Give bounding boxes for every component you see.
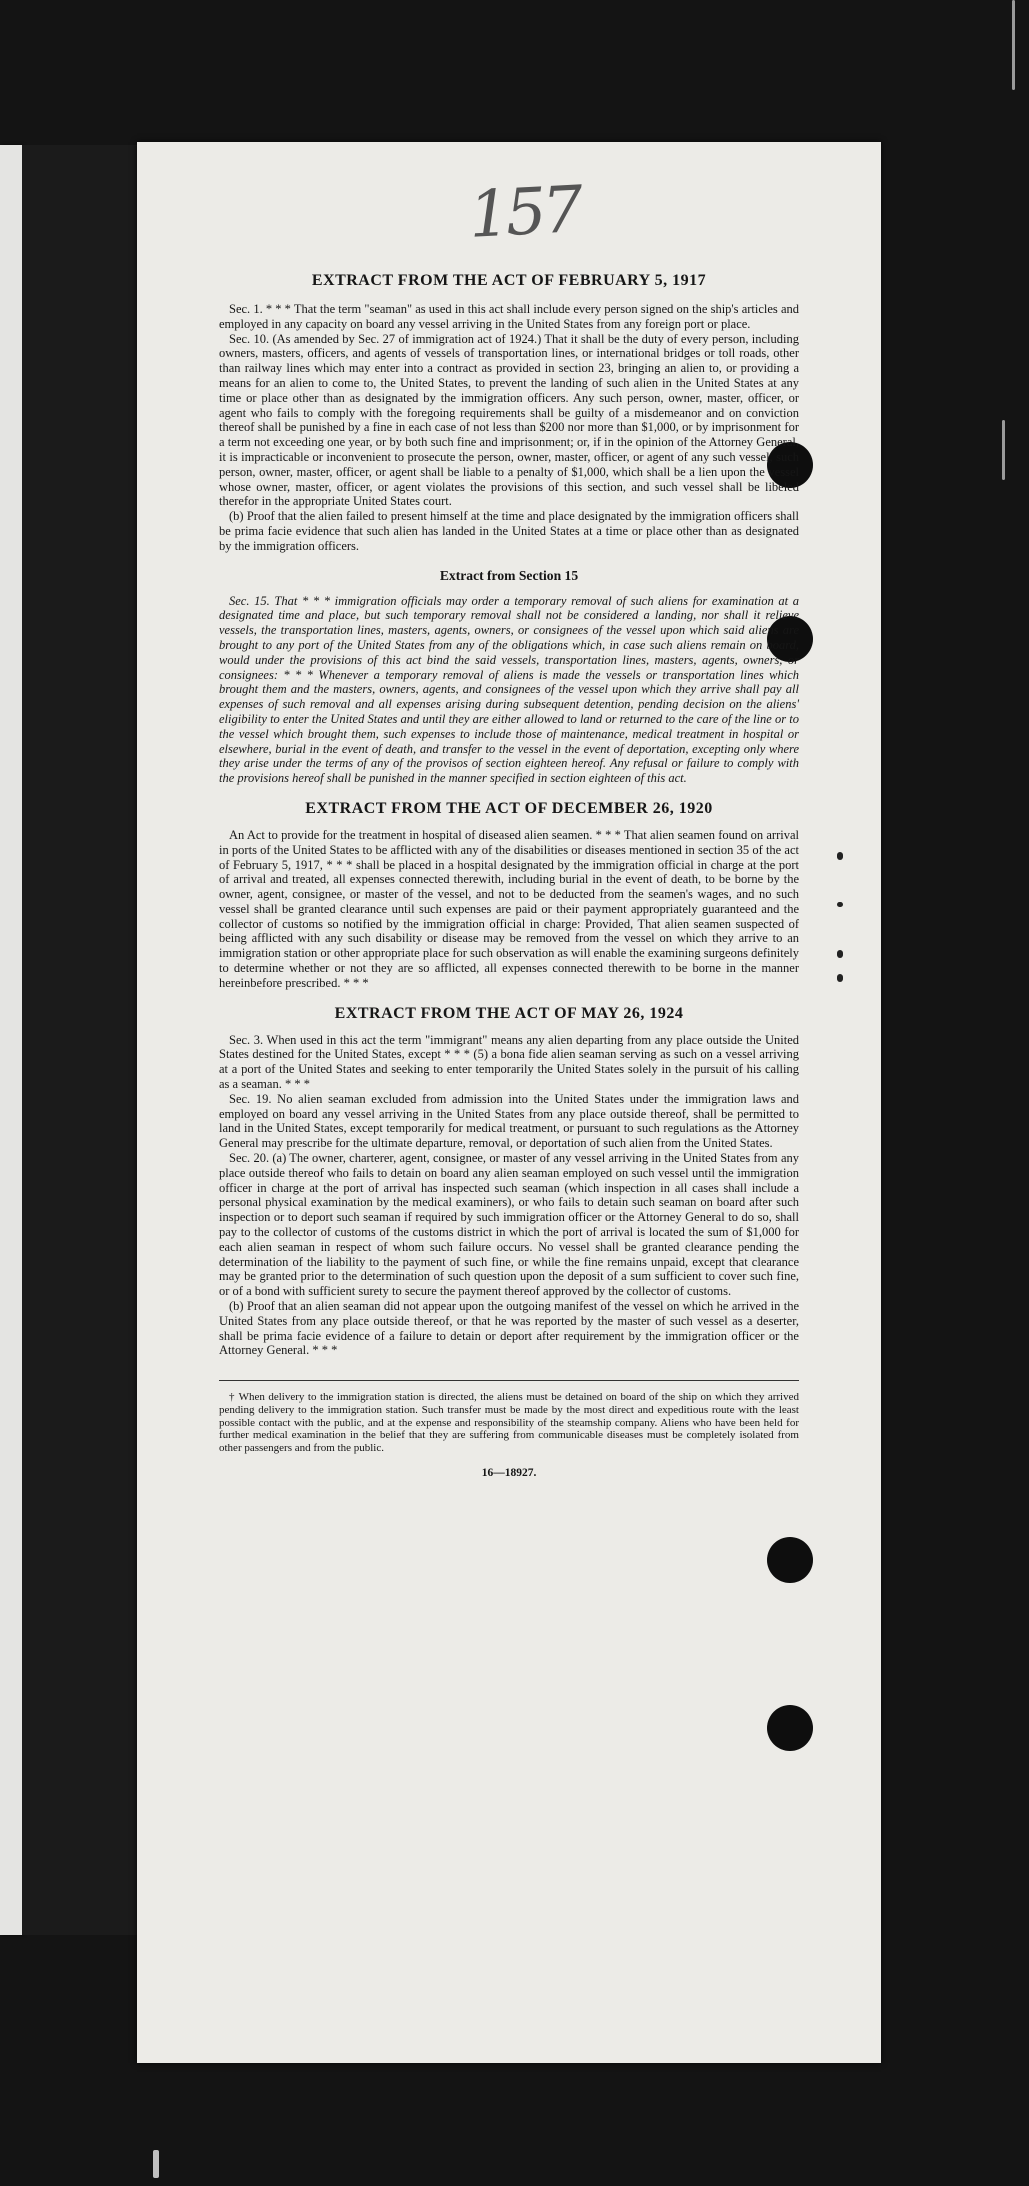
punch-hole [767, 1537, 813, 1583]
margin-mark [837, 950, 843, 958]
paragraph-1920: An Act to provide for the treatment in hospital of diseased alien seamen. * * * That alien seamen found on arrival in ports of the United States to be afflicted with any of the disabilities or diseases mentioned in section 35 of the act of February 5, 1917, * * * shall be placed in a hospital designated by the immigration official in charge at the port of arrival and treated, all expenses connected therewith, including burial in the event of death, to be borne by the owner, agent, consignee, or master of the vessel, and not to be deducted from the seamen's wages, and no such vessel shall be granted clearance until such expenses are paid or their payment appropriately guaranteed and the collector of customs so notified by the immigration official in charge: Provided, That alien seamen suspected of being afflicted with any such disability or disease may be removed from the vessel on which they arrive to an immigration station or other appropriate place for such observation as will enable the examining surgeons definitely to determine whether or not they are so afflicted, all expenses connected therewith to be borne in the manner hereinbefore prescribed. * * * [219, 827, 799, 990]
paragraph-1917-sec1: Sec. 1. * * * That the term "seaman" as used in this act shall include every person signed on the ship's articles and employed in any capacity on board any vessel arriving in the United States from any foreign port or place. [219, 302, 799, 331]
paragraph-1924-sec19: Sec. 19. No alien seaman excluded from admission into the United States under the immigration laws and employed on board any vessel arriving in the United States from any place outside thereof, shall be permitted to land in the United States, except temporarily for medical treatment, or pursuant to such regulations as the Attorney General may prescribe for the ultimate departure, removal, or deportation of such alien from the United States. [219, 1091, 799, 1151]
film-frame-edge [0, 145, 22, 1935]
paragraph-1924-sec20: Sec. 20. (a) The owner, charterer, agent, consignee, or master of any vessel arriving in the United States from any place outside thereof who fails to detain on board any alien seaman employed on such vessel until the immigration officer in charge at the port of arrival has inspected such seaman (which inspection in all cases shall include a personal physical examination by the medical examiners), or who fails to detain such seaman on board after such inspection or to deport such seaman if required by such immigration officer or the Attorney General to do so, shall pay to the collector of customs of the customs district in which the port of arrival is located the sum of $1,000 for each alien seaman in respect of whom such failure occurs. No vessel shall be granted clearance pending the determination of the liability to the payment of such fine, or while the fine remains unpaid, except that clearance may be granted prior to the determination of such question upon the deposit of a sum sufficient to cover such fine, or of a bond with sufficient surety to secure the payment thereof approved by the collector of customs. [219, 1151, 799, 1299]
margin-mark [837, 974, 843, 982]
print-code: 16—18927. [481, 1466, 537, 1479]
film-scratch [1012, 0, 1015, 90]
punch-hole [767, 1705, 813, 1751]
paragraph-1924-b: (b) Proof that an alien seaman did not appear upon the outgoing manifest of the vessel on which he arrived in the United States from any place outside thereof, or that he was reported by the master of such vessel as a deserter, shall be prima facie evidence of a failure to detain or deport after requirement by the immigration officer or the Attorney General. * * * [219, 1299, 799, 1358]
paragraph-1917-b: (b) Proof that the alien failed to present himself at the time and place designated by the immigration officers shall be prima facie evidence that such alien has landed in the United States at a time or place other than as designated by the immigration officers. [219, 509, 799, 553]
heading-act-1917: EXTRACT FROM THE ACT OF FEBRUARY 5, 1917 [311, 272, 707, 289]
film-scratch [153, 2150, 159, 2178]
heading-act-1920: EXTRACT FROM THE ACT OF DECEMBER 26, 1920 [305, 799, 713, 817]
document-page [137, 142, 881, 2063]
heading-act-1924: EXTRACT FROM THE ACT OF MAY 26, 1924 [334, 1004, 684, 1022]
paragraph-1917-sec10: Sec. 10. (As amended by Sec. 27 of immigration act of 1924.) That it shall be the duty of every person, including owners, masters, officers, and agents of vessels of transportation lines, or international bridges or toll roads, other than railway lines which may enter into a contract as provided in section 23, bringing an alien to, or providing a means for an alien to come to, the United States, to prevent the landing of such alien in the United States at any time or place other than as designated by the immigration officers. Any such person, owner, master, officer, or agent who fails to comply with the foregoing requirements shall be guilty of a misdemeanor and on conviction thereof shall be punished by a fine in each case of not less than $200 nor more than $1,000, or by imprisonment for a term not exceeding one year, or by both such fine and imprisonment; or, if in the opinion of the Attorney General, it is impracticable or inconvenient to prosecute the person, owner, master, officer, or agent of any such vessel, such person, owner, master, officer, or agent shall be liable to a penalty of $1,000, which shall be a lien upon the vessel whose owner, master, officer, or agent violates the provisions of this section, and such vessel shall be libeled therefor in the appropriate United States court. [219, 331, 799, 509]
film-dark-gap [22, 145, 140, 1935]
footnote: † When delivery to the immigration station is directed, the aliens must be detained on board of the ship on which they arrived pending delivery to the immigration station. Such transfer must be made by the most direct and expeditious route with the least possible contact with the public, and at the expense and responsibility of the steamship company. Aliens who have been held for further medical examination in the belief that they are suffering from communicable diseases must be completely isolated from other passengers and from the public. [219, 1391, 799, 1455]
handwritten-page-number: 157 [467, 173, 582, 253]
paragraph-1924-sec3: Sec. 3. When used in this act the term "immigrant" means any alien departing from any place outside the United States destined for the United States, except * * * (5) a bona fide alien seaman serving as such on a vessel arriving at a port of the United States and seeking to enter temporarily the United States solely in the pursuit of his calling as a seaman. * * * [219, 1032, 799, 1092]
margin-mark [837, 902, 843, 907]
film-scratch [1002, 420, 1005, 480]
document-content [219, 272, 799, 1479]
heading-section-15: Extract from Section 15 [439, 567, 579, 583]
margin-mark [837, 852, 843, 860]
paragraph-section-15: Sec. 15. That * * * immigration officials may order a temporary removal of such aliens for examination at a designated time and place, but such temporary removal shall not be considered a landing, nor shall it relieve vessels, the transportation lines, masters, agents, owners, or consignees of the vessel upon which said aliens are brought to any port of the United States from any of the obligations which, in case such aliens remain on board, would under the provisions of this act bind the said vessels, transportation lines, masters, agents, owners, or consignees: * * * Whenever a temporary removal of aliens is made the vessels or transportation lines which brought them and the masters, owners, agents, and consignees of the vessel upon which they arrive shall pay all expenses of such removal and all expenses arising during subsequent detention, pending decision on the aliens' eligibility to enter the United States and until they are either allowed to land or returned to the care of the line or to the vessel which brought them, such expenses to include those of maintenance, medical treatment in hospital or elsewhere, burial in the event of death, and transfer to the vessel in the event of deportation, excepting only where they arise under the terms of any of the provisos of section eighteen hereof. Any refusal or failure to comply with the provisions hereof shall be punished in the manner specified in section eighteen of this act. [219, 593, 799, 786]
